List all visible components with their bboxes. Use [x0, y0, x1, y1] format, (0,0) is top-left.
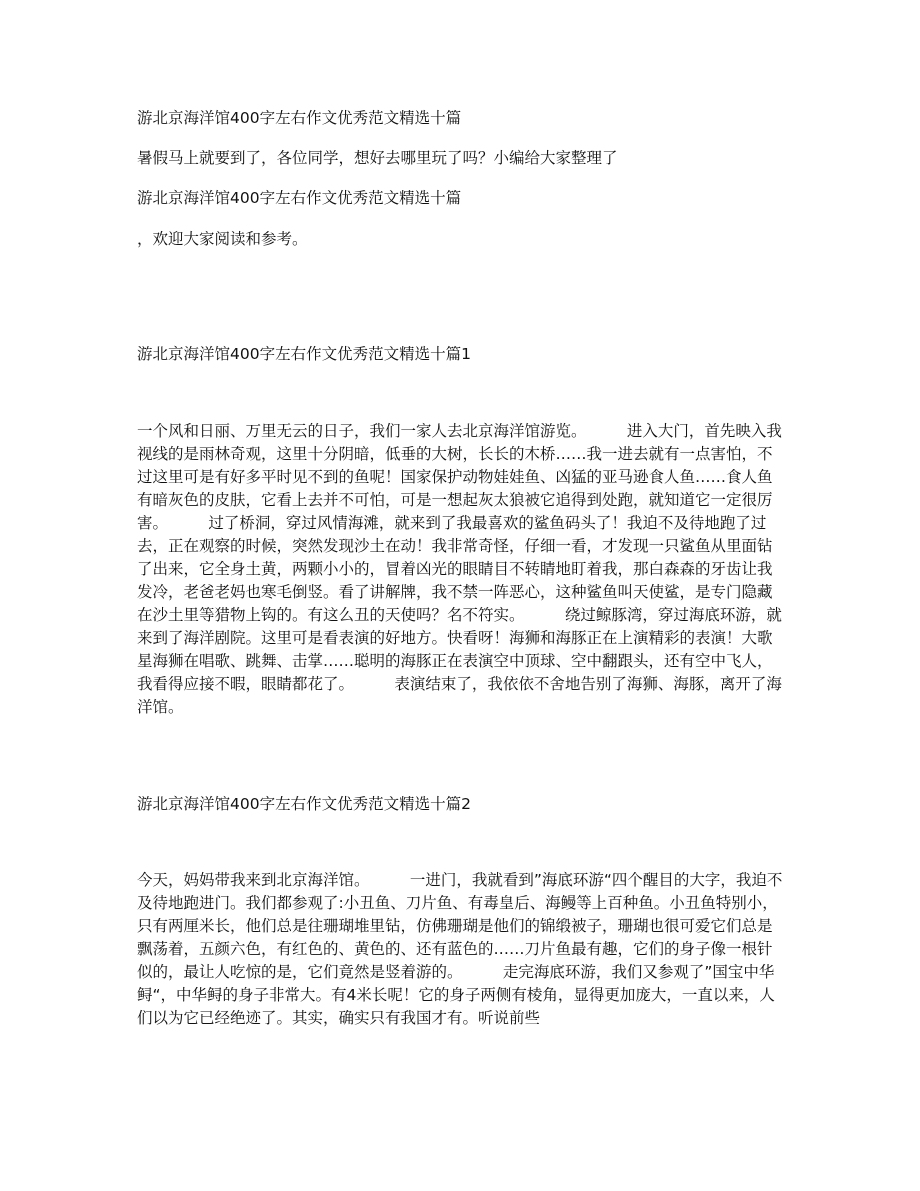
section-1-paragraph-3: 过了桥洞，穿过风情海滩，就来到了我最喜欢的鲨鱼码头了！我迫不及待地跑了过去，正在观察的时候，突然发现沙土在动！我非常奇怪，仔细一看，才发现一只鲨鱼从里面钻了出来，它全身土黄，两颗小小的，冒着凶光的眼睛目不转睛地盯着我，那白森森的牙齿让我发冷，老爸老妈也寒毛倒竖。看了讲解牌，我不禁一阵恶心，这种鲨鱼叫天使鲨，是专门隐藏在沙土里等猎物上钩的。有这么丑的天使吗？名不符实。: [137, 514, 773, 624]
intro-line-3: ，欢迎大家阅读和参考。: [137, 230, 308, 248]
section-1-paragraph-5: 表演结束了，我依依不舍地告别了海狮、海豚，离开了海洋馆。: [137, 675, 782, 716]
intro-line-1: 暑假马上就要到了，各位同学，想好去哪里玩了吗？小编给大家整理了: [137, 149, 618, 167]
intro-line-2: 游北京海洋馆400字左右作文优秀范文精选十篇: [137, 189, 462, 207]
section-2-paragraph-2: 一进门，我就看到”海底环游“四个醒目的大字，我迫不及待地跑进门。我们都参观了:小丑鱼、刀片鱼、有毒皇后、海鳗等上百种鱼。小丑鱼特别小，只有两厘米长，他们总是往珊瑚堆里钻，仿佛珊瑚是他们的锦缎被子，珊瑚也很可爱它们总是飘荡着，五颜六色，有红色的、黄色的、还有蓝色的……刀片鱼最有趣，它们的身子像一根针似的，最让人吃惊的是，它们竟然是竖着游的。: [137, 871, 783, 981]
section-2-paragraph-3: 走完海底环游，我们又参观了”国宝中华鲟“，中华鲟的身子非常大。有4米长呢！它的身子两侧有棱角，显得更加庞大，一直以来，人们以为它已经绝迹了。其实，确实只有我国才有。听说前些: [137, 963, 775, 1027]
section-1-paragraph-4: 绕过鲸豚湾，穿过海底环游，就来到了海洋剧院。这里可是看表演的好地方。快看呀！海狮和海豚正在上演精彩的表演！大歌星海狮在唱歌、跳舞、击掌……聪明的海豚正在表演空中顶球、空中翻跟头，还有空中飞人，我看得应接不暇，眼睛都花了。: [137, 606, 782, 693]
section-2-heading: 游北京海洋馆400字左右作文优秀范文精选十篇2: [137, 795, 471, 813]
section-2-paragraph-1: 今天，妈妈带我来到北京海洋馆。: [137, 871, 370, 889]
document-title: 游北京海洋馆400字左右作文优秀范文精选十篇: [137, 109, 462, 127]
section-2-body: [137, 869, 783, 1030]
section-1-body: [137, 420, 783, 719]
section-1-heading: 游北京海洋馆400字左右作文优秀范文精选十篇1: [137, 345, 471, 363]
section-1-paragraph-1: 一个风和日丽、万里无云的日子，我们一家人去北京海洋馆游览。: [137, 422, 587, 440]
section-1-paragraph-2: 进入大门，首先映入我视线的是雨林奇观，这里十分阴暗，低垂的大树，长长的木桥……我一进去就有一点害怕，不过这里可是有好多平时见不到的鱼呢！国家保护动物娃娃鱼、凶猛的亚马逊食人鱼……食人鱼有暗灰色的皮肤，它看上去并不可怕，可是一想起灰太狼被它追得到处跑，就知道它一定很厉害。: [137, 422, 782, 532]
